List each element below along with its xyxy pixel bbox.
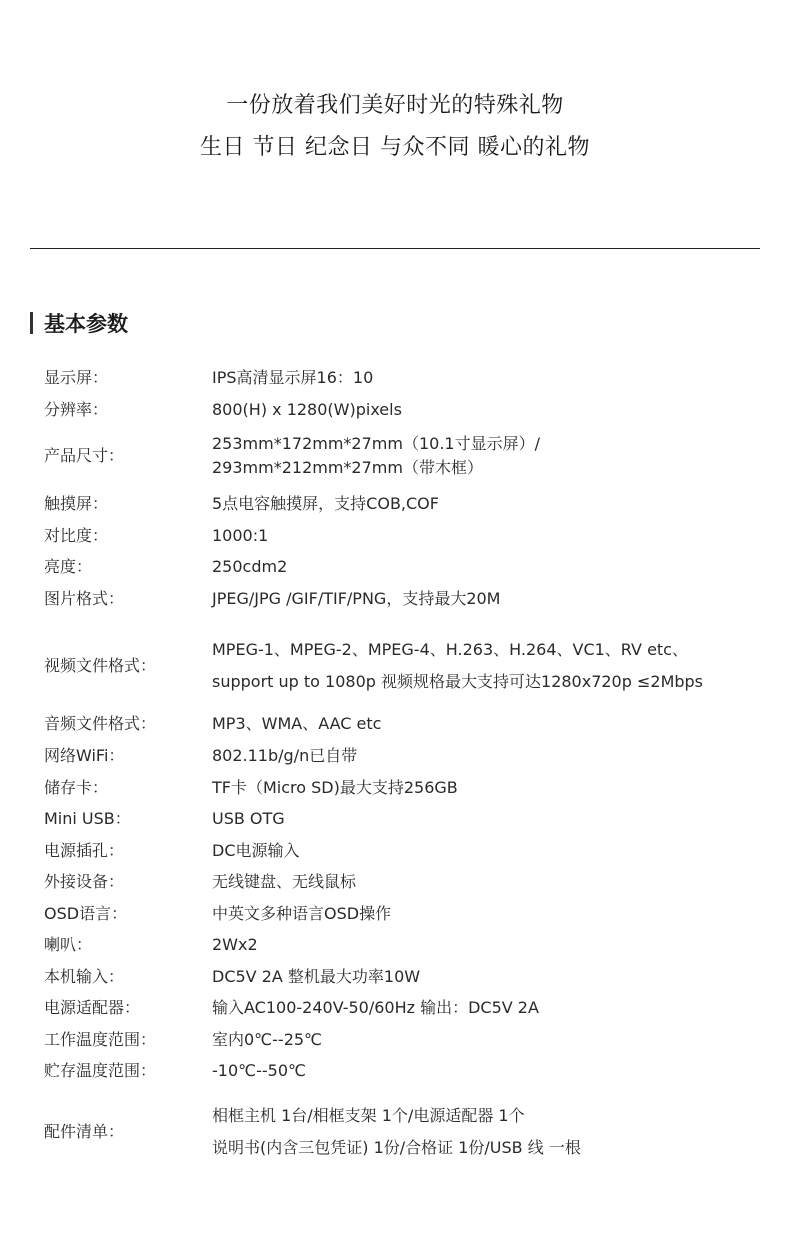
spec-value-line: IPS高清显示屏16：10 — [212, 368, 374, 387]
spec-value — [212, 634, 772, 698]
spec-value-line: 250cdm2 — [212, 557, 288, 576]
spec-value-line: 无线键盘、无线鼠标 — [212, 872, 357, 891]
spec-row — [44, 1059, 764, 1083]
spec-value-line: 800(H) x 1280(W)pixels — [212, 400, 402, 419]
spec-label: 图片格式： — [44, 589, 125, 608]
spec-label: 本机输入： — [44, 967, 125, 986]
spec-row — [44, 902, 764, 926]
spec-label: 触摸屏： — [44, 494, 109, 513]
spec-label: 对比度： — [44, 526, 109, 545]
spec-value-line: 相框主机 1台/相框支架 1个/电源适配器 1个 — [212, 1106, 525, 1125]
spec-label: 贮存温度范围： — [44, 1061, 157, 1080]
spec-value-line: 2Wx2 — [212, 935, 258, 954]
spec-value — [212, 492, 772, 516]
section-title: 基本参数 — [44, 312, 128, 336]
spec-row — [44, 555, 764, 579]
spec-value-line: 中英文多种语言OSD操作 — [212, 904, 392, 923]
spec-label: 音频文件格式： — [44, 714, 157, 733]
spec-value — [212, 398, 772, 422]
spec-value-line: MPEG-1、MPEG-2、MPEG-4、H.263、H.264、VC1、RV etc、 — [212, 640, 688, 659]
spec-value-line: USB OTG — [212, 809, 285, 828]
spec-row — [44, 933, 764, 957]
spec-value — [212, 1059, 772, 1083]
spec-label: 视频文件格式： — [44, 656, 157, 675]
spec-value-line: 5点电容触摸屏，支持COB,COF — [212, 494, 439, 513]
spec-row — [44, 1028, 764, 1052]
spec-label: 显示屏： — [44, 368, 109, 387]
divider — [30, 248, 760, 249]
spec-row — [44, 744, 764, 768]
spec-row — [44, 807, 764, 831]
spec-value-line: 253mm*172mm*27mm（10.1寸显示屏）/ — [212, 434, 540, 453]
section-marker — [30, 312, 33, 334]
spec-row — [44, 965, 764, 989]
spec-label: Mini USB： — [44, 809, 131, 828]
spec-value — [212, 776, 772, 800]
spec-value — [212, 870, 772, 894]
spec-value — [212, 807, 772, 831]
spec-row — [44, 398, 764, 422]
spec-value-line: 室内0℃--25℃ — [212, 1030, 323, 1049]
spec-value — [212, 744, 772, 768]
spec-row — [44, 432, 764, 480]
spec-value-line: 说明书(内含三包凭证) 1份/合格证 1份/USB 线 一根 — [212, 1138, 581, 1157]
spec-label: OSD语言： — [44, 904, 128, 923]
spec-row — [44, 492, 764, 516]
spec-value — [212, 839, 772, 863]
spec-value — [212, 432, 772, 480]
spec-value — [212, 1100, 772, 1164]
spec-value-line: JPEG/JPG /GIF/TIF/PNG，支持最大20M — [212, 589, 501, 608]
spec-row — [44, 366, 764, 390]
spec-value — [212, 996, 772, 1020]
spec-value-line: MP3、WMA、AAC etc — [212, 714, 382, 733]
spec-label: 亮度： — [44, 557, 93, 576]
spec-label: 配件清单： — [44, 1122, 125, 1141]
spec-value-line: DC电源输入 — [212, 841, 300, 860]
spec-value — [212, 1028, 772, 1052]
spec-value-line: DC5V 2A 整机最大功率10W — [212, 967, 421, 986]
spec-value — [212, 965, 772, 989]
spec-value-line: TF卡（Micro SD)最大支持256GB — [212, 778, 458, 797]
spec-value-line: 1000:1 — [212, 526, 269, 545]
spec-value — [212, 902, 772, 926]
spec-row — [44, 839, 764, 863]
spec-value-line: -10℃--50℃ — [212, 1061, 306, 1080]
spec-label: 工作温度范围： — [44, 1030, 157, 1049]
spec-label: 网络WiFi： — [44, 746, 125, 765]
spec-row — [44, 587, 764, 611]
headline-line-2: 生日 节日 纪念日 与众不同 暖心的礼物 — [200, 135, 590, 160]
spec-label: 产品尺寸： — [44, 446, 125, 465]
spec-value-line: 293mm*212mm*27mm（带木框） — [212, 458, 483, 477]
spec-label: 分辨率： — [44, 400, 109, 419]
spec-row — [44, 996, 764, 1020]
spec-value-line: 802.11b/g/n已自带 — [212, 746, 358, 765]
spec-row — [44, 776, 764, 800]
spec-value — [212, 555, 772, 579]
spec-label: 电源插孔： — [44, 841, 125, 860]
section-heading — [30, 309, 128, 337]
spec-row — [44, 634, 764, 698]
spec-label: 喇叭： — [44, 935, 93, 954]
spec-row — [44, 712, 764, 736]
spec-value — [212, 587, 772, 611]
spec-value — [212, 933, 772, 957]
spec-row — [44, 1100, 764, 1164]
headline-line-1: 一份放着我们美好时光的特殊礼物 — [226, 93, 564, 118]
spec-label: 电源适配器： — [44, 998, 141, 1017]
spec-value — [212, 712, 772, 736]
spec-label: 外接设备： — [44, 872, 125, 891]
spec-value-line: support up to 1080p 视频规格最大支持可达1280x720p ≤2Mbps — [212, 672, 704, 691]
spec-row — [44, 524, 764, 548]
spec-row — [44, 870, 764, 894]
spec-value — [212, 524, 772, 548]
spec-value-line: 输入AC100-240V-50/60Hz 输出：DC5V 2A — [212, 998, 539, 1017]
spec-value — [212, 366, 772, 390]
spec-label: 储存卡： — [44, 778, 109, 797]
